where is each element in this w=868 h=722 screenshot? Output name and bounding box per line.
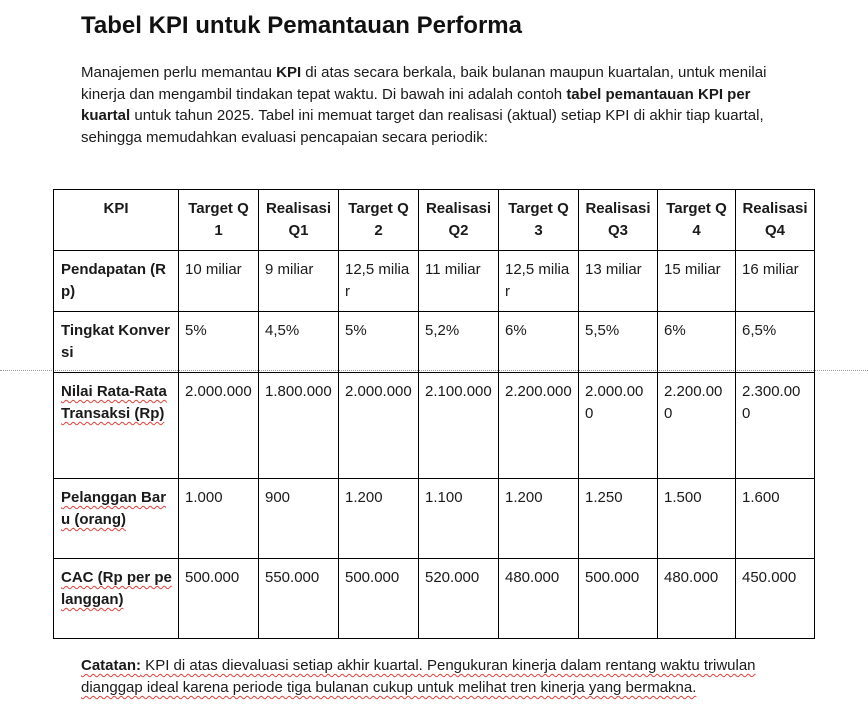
value-cell: 2.000.000 xyxy=(579,373,658,479)
value-cell: 2.000.000 xyxy=(179,373,259,479)
value-cell: 4,5% xyxy=(259,312,339,373)
value-cell: 480.000 xyxy=(499,559,579,639)
value-cell: 1.200 xyxy=(499,479,579,559)
value-cell: 12,5 miliar xyxy=(499,251,579,312)
value-cell: 9 miliar xyxy=(259,251,339,312)
value-cell: 1.600 xyxy=(736,479,815,559)
kpi-cell-text: CAC (Rp per pelanggan) xyxy=(61,569,172,608)
page-title: Tabel KPI untuk Pemantauan Performa xyxy=(81,12,522,39)
table-row xyxy=(54,479,815,559)
value-cell: 1.200 xyxy=(339,479,419,559)
header-target-q1: Target Q1 xyxy=(179,190,259,251)
table-row xyxy=(54,312,815,373)
intro-bold-table: tabel pemantauan KPI per kuartal xyxy=(81,85,751,124)
intro-bold-kpi: KPI xyxy=(276,64,302,81)
intro-text-2: di atas secara berkala, baik bulanan maupun kuartalan, untuk menilai kinerja dan mengambil tindakan tepat waktu. Di bawah ini adalah contoh xyxy=(81,64,767,103)
table-header-row xyxy=(54,190,815,251)
kpi-cell-text: Pelanggan Baru (orang) xyxy=(61,489,167,528)
kpi-cell xyxy=(54,373,179,479)
value-cell: 16 miliar xyxy=(736,251,815,312)
kpi-cell-text: Nilai Rata-Rata Transaksi (Rp) xyxy=(61,383,167,422)
value-cell: 550.000 xyxy=(259,559,339,639)
value-cell: 5% xyxy=(339,312,419,373)
value-cell: 12,5 miliar xyxy=(339,251,419,312)
value-cell: 6% xyxy=(658,312,736,373)
kpi-cell xyxy=(54,559,179,639)
note-label: Catatan: xyxy=(81,657,142,674)
header-realisasi-q3: Realisasi Q3 xyxy=(579,190,658,251)
header-target-q2: Target Q2 xyxy=(339,190,419,251)
value-cell: 5% xyxy=(179,312,259,373)
kpi-cell xyxy=(54,479,179,559)
value-cell: 5,2% xyxy=(419,312,499,373)
value-cell: 1.800.000 xyxy=(259,373,339,479)
table-row xyxy=(54,251,815,312)
header-target-q3: Target Q3 xyxy=(499,190,579,251)
value-cell: 15 miliar xyxy=(658,251,736,312)
header-target-q4: Target Q4 xyxy=(658,190,736,251)
value-cell: 500.000 xyxy=(579,559,658,639)
value-cell: 500.000 xyxy=(339,559,419,639)
value-cell: 13 miliar xyxy=(579,251,658,312)
table-row xyxy=(54,559,815,639)
header-realisasi-q4: Realisasi Q4 xyxy=(736,190,815,251)
value-cell: 2.100.000 xyxy=(419,373,499,479)
value-cell: 1.250 xyxy=(579,479,658,559)
value-cell: 5,5% xyxy=(579,312,658,373)
value-cell: 1.500 xyxy=(658,479,736,559)
header-kpi: KPI xyxy=(54,190,179,251)
intro-text-3: untuk tahun 2025. Tabel ini memuat target dan realisasi (aktual) setiap KPI di akhir tiap kuartal, sehingga memudahkan evaluasi pencapaian secara periodik: xyxy=(81,107,764,146)
intro-text-1: Manajemen perlu memantau xyxy=(81,64,277,81)
value-cell: 480.000 xyxy=(658,559,736,639)
value-cell: 900 xyxy=(259,479,339,559)
value-cell: 450.000 xyxy=(736,559,815,639)
intro-paragraph xyxy=(81,62,781,148)
table-row xyxy=(54,373,815,479)
value-cell: 2.200.000 xyxy=(499,373,579,479)
kpi-cell: Pendapatan (Rp) xyxy=(54,251,179,312)
kpi-cell: Tingkat Konversi xyxy=(54,312,179,373)
kpi-table xyxy=(53,189,815,639)
value-cell: 6,5% xyxy=(736,312,815,373)
value-cell: 1.100 xyxy=(419,479,499,559)
value-cell: 2.000.000 xyxy=(339,373,419,479)
note-text: KPI di atas dievaluasi setiap akhir kuartal. Pengukuran kinerja dalam rentang waktu triwulan dianggap ideal karena periode tiga bulanan cukup untuk melihat tren kinerja yang bermakna. xyxy=(81,657,756,696)
header-realisasi-q2: Realisasi Q2 xyxy=(419,190,499,251)
value-cell: 2.200.000 xyxy=(658,373,736,479)
value-cell: 520.000 xyxy=(419,559,499,639)
value-cell: 1.000 xyxy=(179,479,259,559)
value-cell: 10 miliar xyxy=(179,251,259,312)
value-cell: 11 miliar xyxy=(419,251,499,312)
value-cell: 2.300.000 xyxy=(736,373,815,479)
header-realisasi-q1: Realisasi Q1 xyxy=(259,190,339,251)
value-cell: 500.000 xyxy=(179,559,259,639)
value-cell: 6% xyxy=(499,312,579,373)
note-paragraph xyxy=(81,655,781,699)
